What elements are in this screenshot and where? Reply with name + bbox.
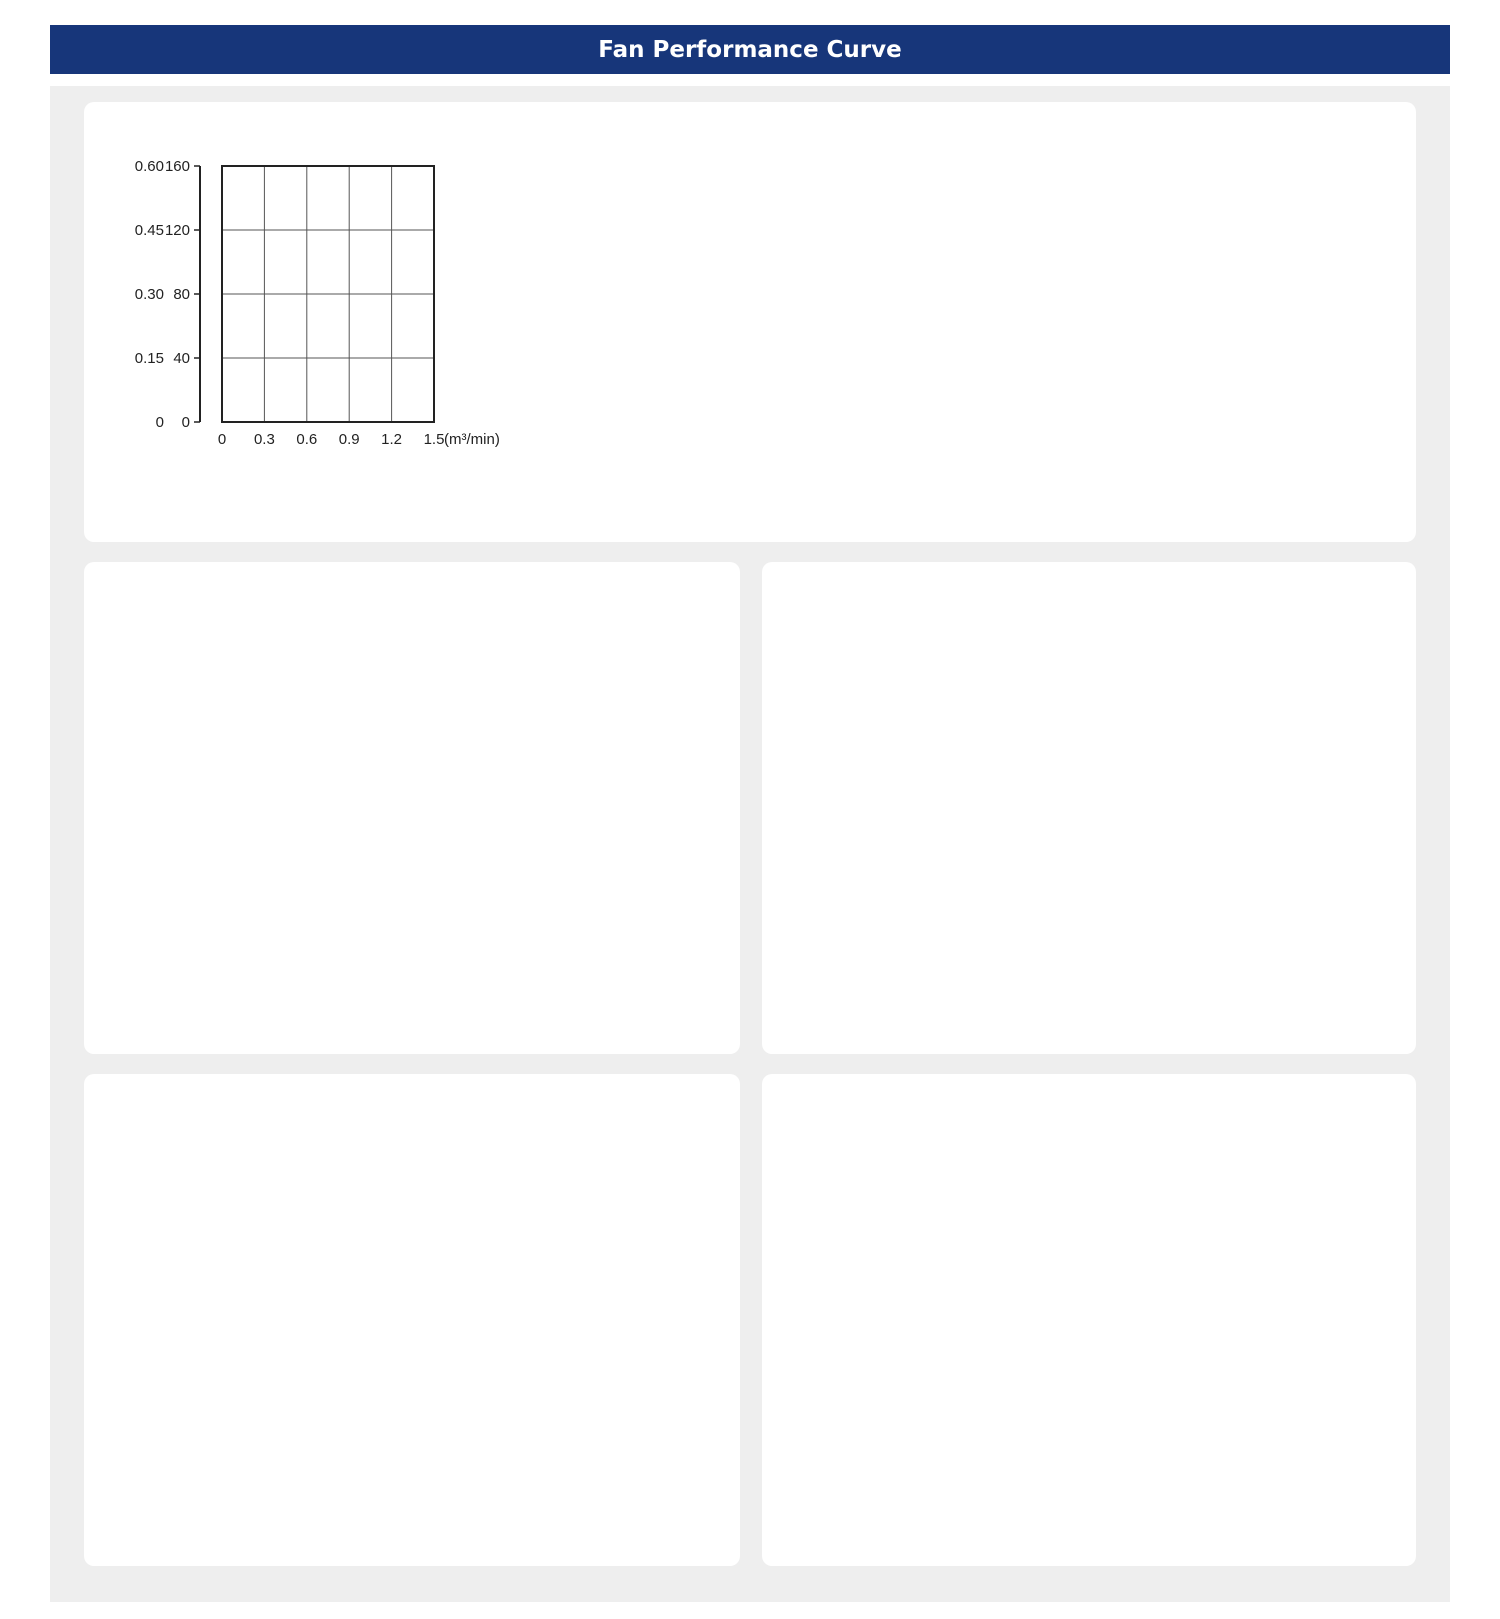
x-tick-label: 0 [217,431,227,448]
y2-tick-label: 0.60 [134,158,164,175]
chart-0 [194,166,434,422]
y2-tick-label: 0.30 [134,286,164,303]
y2-tick-label: 0 [155,414,164,431]
page-banner: Fan Performance Curve [50,25,1450,74]
y-tick-label: 80 [173,286,190,303]
x-tick-label: 1.5 [423,431,445,448]
y2-tick-label: 0.45 [134,222,164,239]
x-unit-label: (m³/min) [444,431,500,448]
y-tick-label: 160 [164,158,190,175]
y-tick-label: 0 [181,414,190,431]
x-tick-label: 1.2 [381,431,403,448]
y-tick-label: 120 [164,222,190,239]
x-tick-label: 0.3 [253,431,275,448]
y-tick-label: 40 [173,350,190,367]
x-tick-label: 0.6 [296,431,318,448]
y2-tick-label: 0.15 [134,350,164,367]
x-tick-label: 0.9 [338,431,360,448]
